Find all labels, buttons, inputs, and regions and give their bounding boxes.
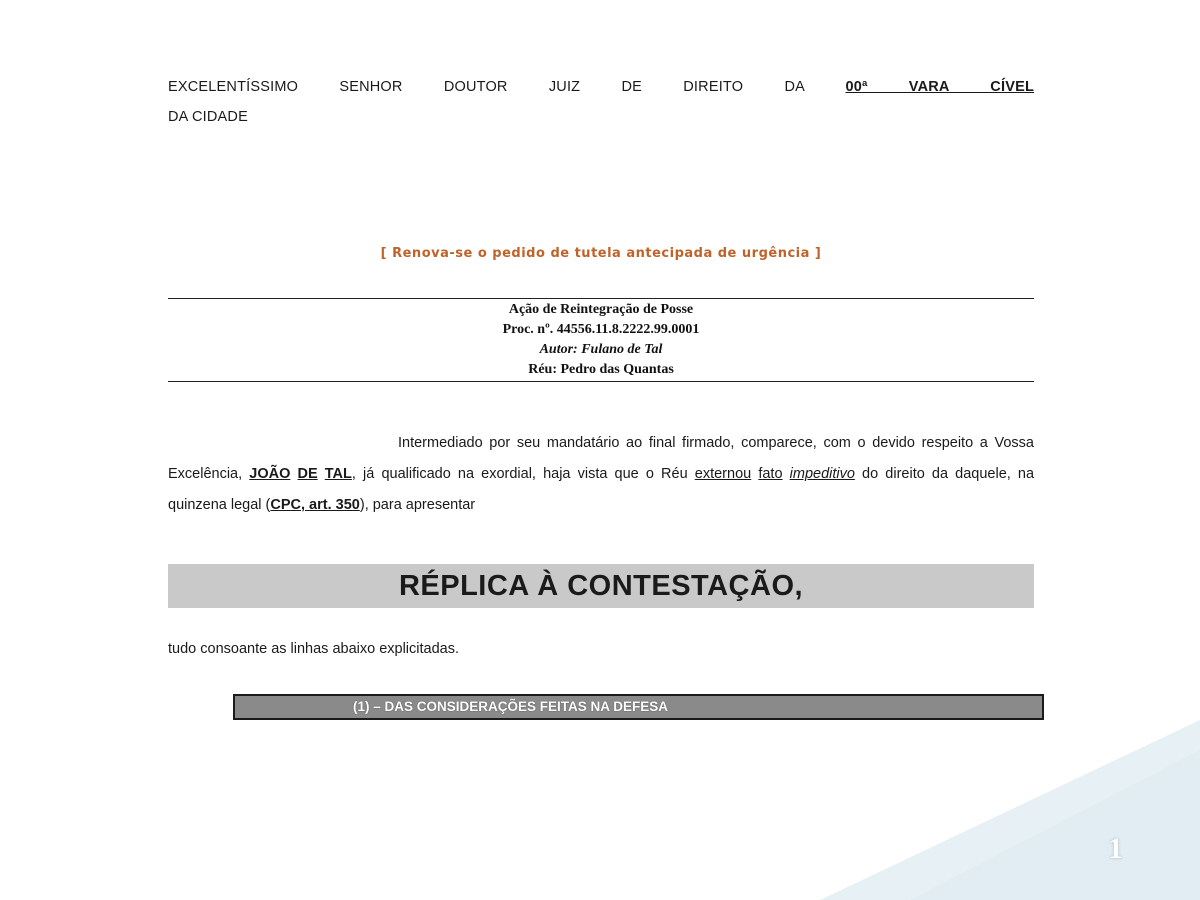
addressee-prefix: EXCELENTÍSSIMO SENHOR DOUTOR JUIZ DE DIREITO DA [168, 79, 805, 95]
plaintiff-name-mid: DE [297, 466, 318, 482]
plaintiff-name-last: TAL [324, 466, 352, 482]
intro-text-4: ), para apresentar [359, 497, 476, 513]
renew-urgency-note: [ Renova-se o pedido de tutela antecipada de urgência ] [380, 246, 822, 261]
addressee-line-1 [168, 72, 1034, 102]
case-action: Ação de Reintegração de Posse [508, 302, 694, 317]
cpc-reference: CPC, art. 350 [270, 497, 360, 513]
intro-text-3: do direito da daquele, na quinzena legal ( [168, 466, 1035, 513]
corner-triangle-decor [820, 720, 1200, 900]
case-info-block [168, 298, 1034, 382]
intro-text-2: , já qualificado na exordial, haja vista que o Réu [351, 466, 688, 482]
closing-sentence: tudo consoante as linhas abaixo explicitadas. [168, 641, 459, 657]
page-number: 1 [1108, 832, 1123, 865]
plaintiff-name-first: JOÃO [249, 466, 291, 482]
section-heading-1: (1) – DAS CONSIDERAÇÕES FEITAS NA DEFESA [233, 694, 1044, 720]
replica-title-banner: RÉPLICA À CONTESTAÇÃO, [168, 564, 1034, 608]
addressee [168, 72, 1034, 132]
addressee-line-2: DA CIDADE [168, 109, 248, 125]
word-impeditivo: impeditivo [789, 466, 855, 482]
case-defendant: Réu: Pedro das Quantas [528, 362, 674, 377]
case-process-number: Proc. nº. 44556.11.8.2222.99.0001 [502, 322, 700, 337]
word-fato: fato [758, 466, 783, 482]
court-name: 00ª VARA CÍVEL [845, 79, 1035, 95]
intro-text-1: Intermediado por seu mandatário ao final firmado, comparece, com o devido respeito a Vossa Excelência, [168, 435, 1034, 482]
intro-paragraph [168, 428, 1034, 521]
case-author: Autor: Fulano de Tal [539, 342, 663, 357]
word-externou: externou [694, 466, 752, 482]
